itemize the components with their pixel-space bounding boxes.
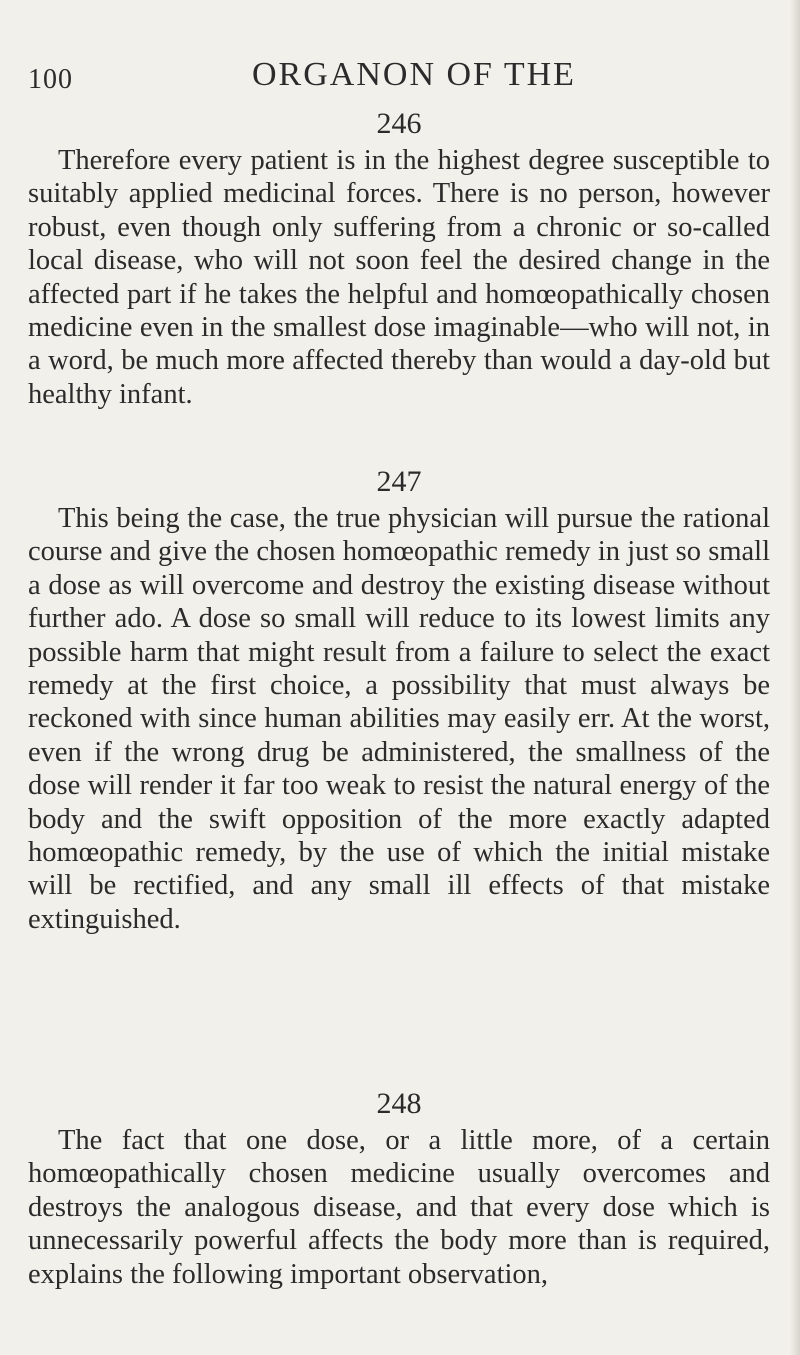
- running-head: [28, 56, 768, 96]
- section-paragraph: Therefore every patient is in the highest degree susceptible to suitably applied medicinal forces. There is no person, however robust, even though only suffering from a chronic or so-called local disease, who will not soon feel the desired change in the affected part if he takes the helpful and homœopathically chosen medicine even in the smallest dose imaginable—who will not, in a word, be much more affected thereby than would a day-old but healthy infant.: [28, 145, 770, 410]
- section-number: 248: [376, 1087, 422, 1120]
- section-paragraph: The fact that one dose, or a little more, of a certain homœopathically chosen medicine usually overcomes and destroys the analogous disease, and that every dose which is unnecessarily powerful affects the body more than is required, explains the following important observation,: [28, 1125, 770, 1290]
- section-248: [28, 1086, 770, 1291]
- page-edge-shadow: [790, 0, 800, 1355]
- section-247: [28, 464, 770, 936]
- running-title: ORGANON OF THE: [252, 56, 576, 93]
- section-number: 246: [376, 107, 422, 140]
- section-246: [28, 106, 770, 411]
- section-number: 247: [376, 465, 422, 498]
- section-paragraph: This being the case, the true physician will pursue the rational course and give the chosen homœopathic remedy in just so small a dose as will overcome and destroy the existing disease without further ado. A dose so small will reduce to its lowest limits any possible harm that might result from a failure to select the exact remedy at the first choice, a possibility that must always be reckoned with since human abilities may easily err. At the worst, even if the wrong drug be administered, the smallness of the dose will render it far too weak to resist the natural energy of the body and the swift opposition of the more exactly adapted homœopathic remedy, by the use of which the initial mistake will be rectified, and any small ill effects of that mistake extinguished.: [28, 503, 770, 935]
- page-number: 100: [28, 64, 73, 95]
